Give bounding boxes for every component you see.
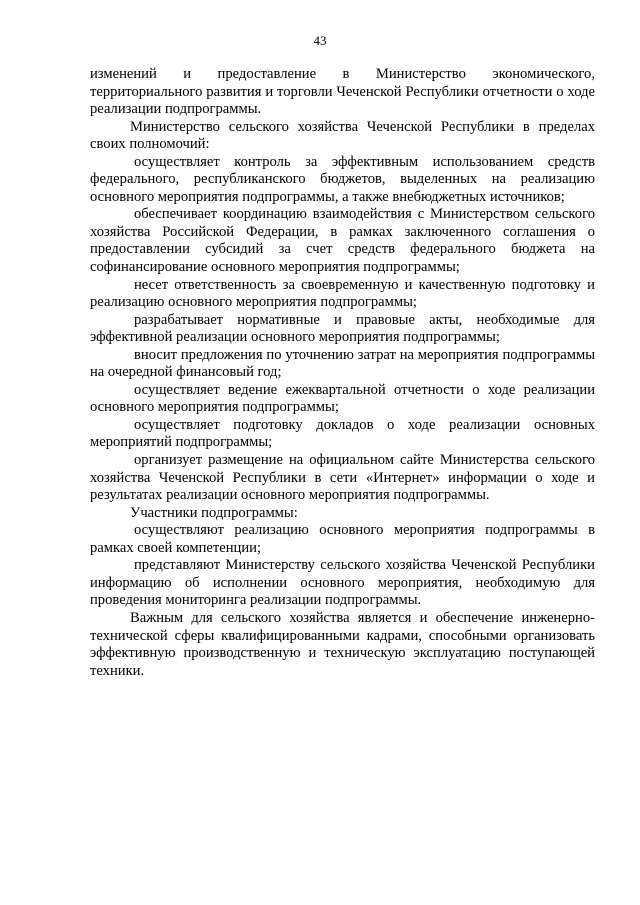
paragraph-reports-preparation: осуществляет подготовку докладов о ходе реализации основных мероприятий подпрограммы; bbox=[90, 416, 595, 451]
paragraph-coordination: обеспечивает координацию взаимодействия с Министерством сельского хозяйства Российской Федерации, в рамках заключенного соглашения о предоставлении субсидий за счет средств федерального бюджета на софинансирование основного мероприятия подпрограммы; bbox=[90, 206, 595, 276]
paragraph-participants-information: представляют Министерству сельского хозяйства Чеченской Республики информацию об исполнении основного мероприятия, необходимую для проведения мониторинга реализации подпрограммы. bbox=[90, 557, 595, 609]
paragraph-responsibility: несет ответственность за своевременную и качественную подготовку и реализацию основного мероприятия подпрограммы; bbox=[90, 276, 595, 311]
paragraph-legal-acts: разрабатывает нормативные и правовые акты, необходимые для эффективной реализации основного мероприятия подпрограммы; bbox=[90, 311, 595, 346]
paragraph-control-funds: осуществляет контроль за эффективным использованием средств федерального, республиканского бюджетов, выделенных на реализацию основного мероприятия подпрограммы, а также внебюджетных источников; bbox=[90, 153, 595, 205]
paragraph-engineering-staff: Важным для сельского хозяйства является и обеспечение инженерно-технической сферы квалифицированными кадрами, способными организовать эффективную производственную и техническую эксплуатацию поступающей техники. bbox=[90, 609, 595, 679]
paragraph-website-publication: организует размещение на официальном сайте Министерства сельского хозяйства Чеченской Республики в сети «Интернет» информации о ходе и результатах реализации основного мероприятия подпрограммы. bbox=[90, 452, 595, 504]
paragraph-reporting-continuation: изменений и предоставление в Министерство экономического, территориального развития и торговли Чеченской Республики отчетности о ходе реализации подпрограммы. bbox=[90, 66, 595, 118]
paragraph-quarterly-reporting: осуществляет ведение ежеквартальной отчетности о ходе реализации основного мероприятия подпрограммы; bbox=[90, 381, 595, 416]
paragraph-participants: Участники подпрограммы: bbox=[130, 504, 298, 521]
page-number: 43 bbox=[313, 33, 327, 48]
body-text bbox=[90, 66, 595, 680]
paragraph-participants-implementation: осуществляют реализацию основного мероприятия подпрограммы в рамках своей компетенции; bbox=[90, 522, 595, 556]
paragraph-ministry-powers: Министерство сельского хозяйства Чеченской Республики в пределах своих полномочий: bbox=[90, 118, 595, 153]
paragraph-cost-proposals: вносит предложения по уточнению затрат на мероприятия подпрограммы на очередной финансовый год; bbox=[90, 346, 595, 381]
